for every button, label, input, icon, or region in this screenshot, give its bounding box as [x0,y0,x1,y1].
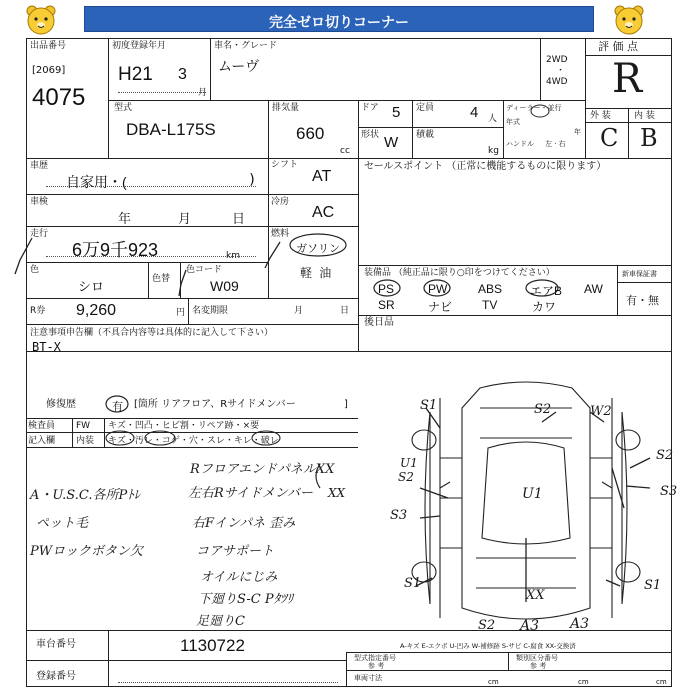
ac-value: AC [312,204,335,221]
shape-label: 形状 [361,130,380,140]
banner-bar [84,6,594,32]
handwritten-note-left-2: ペット毛 [36,516,89,531]
fuel-gasoline: ガソリン [296,242,340,255]
capacity-label: 定員 [416,103,435,113]
fw-label: FW [76,421,91,431]
recycle-unit: 円 [176,308,186,318]
mark-s2-right: S2 [656,448,674,463]
mark-u1-left: U1 [400,456,418,470]
mark-u1-center: U1 [522,486,543,502]
color-value: シロ [78,280,105,295]
handwritten-note-right-4: コアサポート [196,544,275,559]
equipment-pw-circle [422,278,452,298]
mark-s3-left: S3 [390,508,408,523]
equipment-leather: カワ [532,300,557,314]
shape-value: W [384,134,399,151]
rating-label: 評 価 点 [598,40,638,53]
shift-label: シフト [271,160,299,170]
mark-s2-left: S2 [398,470,414,484]
color-check-stroke [176,268,190,298]
mark-w2: W2 [590,404,612,419]
year-label: 年式 [506,118,520,126]
first-registration-year: H21 [118,64,153,85]
handwritten-note-right-6: 下廻りS-C Pﾀﾂﾘ [198,592,294,607]
repair-history-close: ] [344,399,348,410]
interior-conditions: キズ・汚レ・コゲ・穴・スレ・キレ・破レ [108,436,279,446]
handwritten-note-right-1: RフロアエンドパネルXX [190,462,335,477]
entry-label: 記入欄 [28,436,56,446]
doors-label: ドア [361,103,379,113]
lot-sub-number: [2069] [32,65,66,76]
rating-value: R [612,56,643,102]
banner [0,0,700,40]
mark-s1-top: S1 [420,398,438,413]
mileage-label: 走行 [30,229,49,239]
fuel-diesel: 軽 油 [300,266,332,280]
aftermarket-label: 後日品 [364,317,394,328]
equipment-sr: SR [378,298,395,312]
handwritten-note-right-5: オイルにじみ [200,570,278,585]
name-change-deadline-label: 名変期限 [192,306,229,316]
shift-value: AT [312,168,332,185]
dealer-circle-mark [530,104,550,118]
handwritten-note-right-3: 右Fインパネ 歪み [192,516,296,531]
fuel-label: 燃料 [271,229,290,239]
equipment-ps-circle [372,278,402,298]
handwritten-note-left-1: A・U.S.C.各所Pﾄﾚ [30,488,141,503]
damage-legend: A-キズ E-エクボ U-凹み W-補修跡 S-サビ C-腐食 XX-交換済 [400,642,576,650]
equipment-label: 装備品 （純正品に限り○印をつけてください） [364,268,555,278]
handle-options: 左 · 右 [545,140,566,148]
lot-number: 4075 [32,84,86,111]
bear-mascot-icon [24,3,58,37]
handwritten-note-left-3: PWロックボタン欠 [30,544,143,559]
year-unit: 年 [574,128,581,136]
cc-unit: cc [340,146,350,156]
color-code-value: W09 [210,278,239,294]
color-code-label: 色コード [186,265,223,275]
sales-point-label: セールスポイント （正常に機能するものに限ります） [364,161,607,172]
mark-s1-lower-left: S1 [404,576,422,591]
exterior-grade: C [600,124,619,152]
exterior-label: 外 装 [590,111,611,121]
notes-value: BT-X [32,340,61,354]
equipment-airbag: エアB [530,284,563,298]
dealer-label: ディーラー・並行 [506,104,562,112]
first-registration-label: 初度登録年月 [112,41,167,51]
load-label: 積載 [416,130,435,140]
handle-label: ハンドル [506,140,534,148]
mark-a3-center: A3 [520,618,540,634]
deadline-month: 月 [294,306,304,316]
month-unit: 月 [198,88,208,98]
first-registration-month: 3 [178,66,187,83]
equipment-aw: AW [584,282,603,296]
color-label: 色 [30,265,40,275]
handwritten-note-right-7: 足廻りC [196,614,245,629]
inspection-day: 日 [232,212,246,227]
displacement-label: 排気量 [272,103,300,113]
mileage-value: 6万9千923 [72,240,159,260]
bear-mascot-icon [612,3,646,37]
displacement-value: 660 [296,124,325,143]
repair-history-label: 修復歴 [46,399,76,410]
handwritten-note-xx: XX [328,486,346,500]
class-number-label: 類別区分番号 [516,654,558,662]
car-name: ムーヴ [218,58,260,74]
mark-xx-bottom: XX [526,588,545,603]
car-name-label: 車名・グレード [214,41,278,51]
inspection-month: 月 [178,212,192,227]
interior-row-label: 内装 [76,436,95,446]
repair-circle [104,394,130,414]
mark-s2-top: S2 [534,402,552,417]
drive-4wd: 4WD [546,77,568,87]
capacity-value: 4 [470,104,479,121]
type-designation-ref: 参 考 [368,662,385,670]
inspection-year: 年 [118,212,132,227]
dimension-unit-2: cm [578,678,589,686]
model-code: DBA-L175S [126,120,216,139]
mileage-unit: km [226,251,240,261]
interior-grade: B [640,124,658,152]
model-label: 型式 [114,103,133,113]
mark-a3-right: A3 [570,616,590,632]
interior-label: 内 装 [634,111,655,121]
color-change-label: 色替 [152,274,171,284]
fw-conditions: キズ・凹凸・ヒビ割・リペア跡・×要 [108,421,260,431]
interior-condition-circles [104,428,284,448]
handwritten-brace [184,460,324,492]
drive-separator: ・ [556,66,566,76]
inspector-label: 検査員 [28,421,56,431]
history-value: 自家用・( [66,174,127,190]
warranty-label: 新車保証書 [622,270,657,278]
deadline-day: 日 [340,306,350,316]
class-number-ref: 参 考 [530,662,547,670]
equipment-ps: PS [378,282,395,296]
load-unit: kg [488,146,499,156]
banner-title: 完全ゼロ切りコーナー [269,15,409,31]
history-close: ) [248,172,257,188]
repair-history-detail: [箇所 リアフロア、Rサイドメンバー [134,399,296,410]
history-label: 車歴 [30,161,49,171]
mark-s2-bottom: S2 [478,618,496,633]
dimension-unit-3: cm [656,678,667,686]
notes-label: 注意事項申告欄（不具合内容等は具体的に記入して下さい） [30,328,274,338]
lot-number-label: 出品番号 [30,41,67,51]
type-designation-label: 型式指定番号 [354,654,396,662]
dimension-unit-1: cm [488,678,499,686]
chassis-number-value: 1130722 [180,636,245,655]
equipment-navi: ナビ [428,300,453,314]
ac-label: 冷房 [271,197,290,207]
drive-2wd: 2WD [546,55,568,65]
recycle-value: 9,260 [76,302,117,319]
capacity-unit: 人 [488,114,498,124]
mark-s3-right: S3 [660,484,678,499]
doors-value: 5 [392,104,401,121]
warranty-value: 有・無 [626,294,659,307]
recycle-label: R券 [30,306,46,316]
fuel-gasoline-circle [288,232,348,258]
fuel-check-stroke [262,240,284,270]
repair-history-value: 有 [112,400,123,413]
inspection-expiry-label: 車検 [30,197,49,207]
equipment-airbag-circle [524,278,563,298]
registration-number-label: 登録番号 [36,671,76,682]
handwritten-note-right-2: 左右Rサイドメンバー [188,486,313,501]
chassis-number-label: 車台番号 [36,639,76,650]
equipment-abs: ABS [478,282,503,296]
equipment-pw: PW [428,282,448,296]
equipment-tv: TV [482,298,498,312]
vehicle-dimensions-label: 車両寸法 [354,674,382,682]
mark-s1-bottom: S1 [644,578,662,593]
